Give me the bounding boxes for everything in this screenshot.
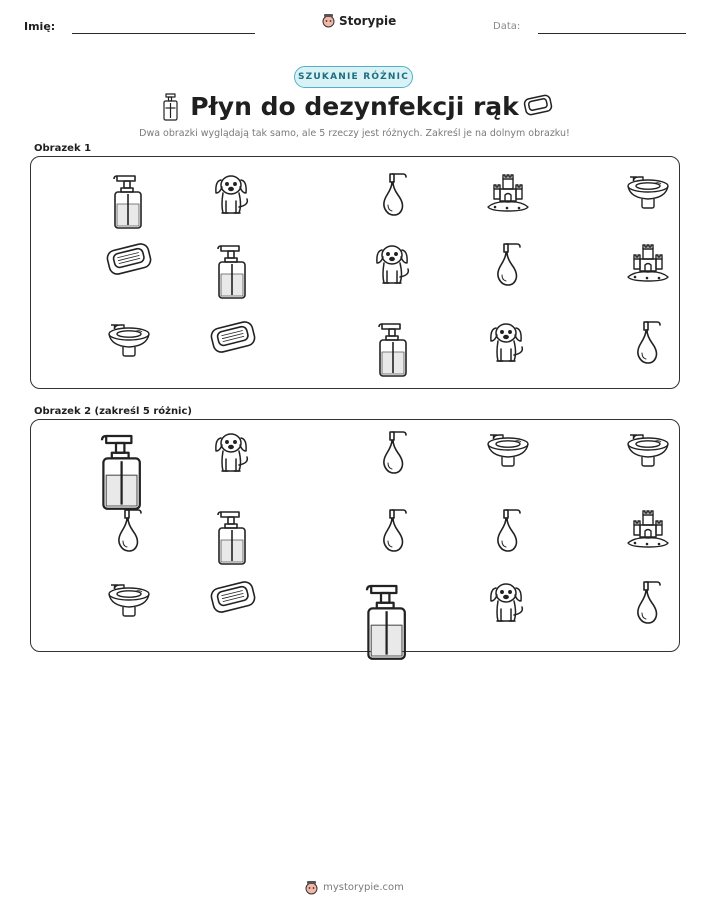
- picture1-panel: [30, 156, 680, 389]
- page-title: Płyn do dezynfekcji rąk: [190, 92, 519, 121]
- soap-dispenser-icon: [364, 319, 424, 379]
- puppy-icon[interactable]: [203, 429, 263, 489]
- soap-drop-icon[interactable]: [478, 507, 538, 567]
- sink-icon[interactable]: [99, 579, 159, 639]
- picture2-label: Obrazek 2 (zakreśl 5 różnic): [34, 406, 192, 417]
- picture2-panel[interactable]: [30, 419, 680, 652]
- sink-icon[interactable]: [618, 429, 678, 489]
- puppy-icon: [478, 319, 538, 379]
- soap-drop-icon[interactable]: [364, 507, 424, 567]
- sink-icon: [99, 319, 159, 379]
- puppy-icon: [364, 241, 424, 301]
- date-label: Data:: [493, 21, 521, 32]
- soap-bar-icon: [203, 319, 263, 379]
- instructions: Dwa obrazki wyglądają tak samo, ale 5 rzeczy jest różnych. Zakreśl je na dolnym obrazku!: [139, 128, 570, 139]
- soap-bar-icon[interactable]: [203, 579, 263, 639]
- sink-icon: [618, 171, 678, 231]
- storypie-mascot-icon: [305, 880, 318, 895]
- footer: [0, 880, 709, 895]
- storypie-mascot-icon: [322, 13, 335, 28]
- soap-dispenser-icon[interactable]: [81, 429, 165, 513]
- title-soap-bar-icon: [522, 93, 554, 117]
- puppy-icon: [203, 171, 263, 231]
- logo-text: Storypie: [339, 13, 397, 28]
- puppy-icon[interactable]: [478, 579, 538, 639]
- picture1-label: Obrazek 1: [34, 143, 92, 154]
- sandcastle-icon: [618, 241, 678, 301]
- sink-icon[interactable]: [478, 429, 538, 489]
- soap-dispenser-icon[interactable]: [346, 579, 430, 663]
- soap-drop-icon: [618, 319, 678, 379]
- soap-drop-icon: [478, 241, 538, 301]
- name-line[interactable]: [72, 33, 255, 34]
- soap-dispenser-icon: [99, 171, 159, 231]
- sandcastle-icon: [478, 171, 538, 231]
- sandcastle-icon[interactable]: [618, 507, 678, 567]
- soap-drop-icon[interactable]: [618, 579, 678, 639]
- soap-drop-icon[interactable]: [364, 429, 424, 489]
- footer-url[interactable]: mystorypie.com: [323, 882, 404, 893]
- storypie-logo: [322, 13, 396, 28]
- soap-drop-icon: [364, 171, 424, 231]
- soap-drop-icon[interactable]: [99, 507, 159, 567]
- date-line[interactable]: [538, 33, 686, 34]
- soap-dispenser-icon[interactable]: [203, 507, 263, 567]
- name-label: Imię:: [24, 20, 56, 33]
- activity-badge: SZUKANIE RÓŻNIC: [294, 66, 413, 88]
- soap-dispenser-icon: [203, 241, 263, 301]
- soap-bar-icon: [99, 241, 159, 301]
